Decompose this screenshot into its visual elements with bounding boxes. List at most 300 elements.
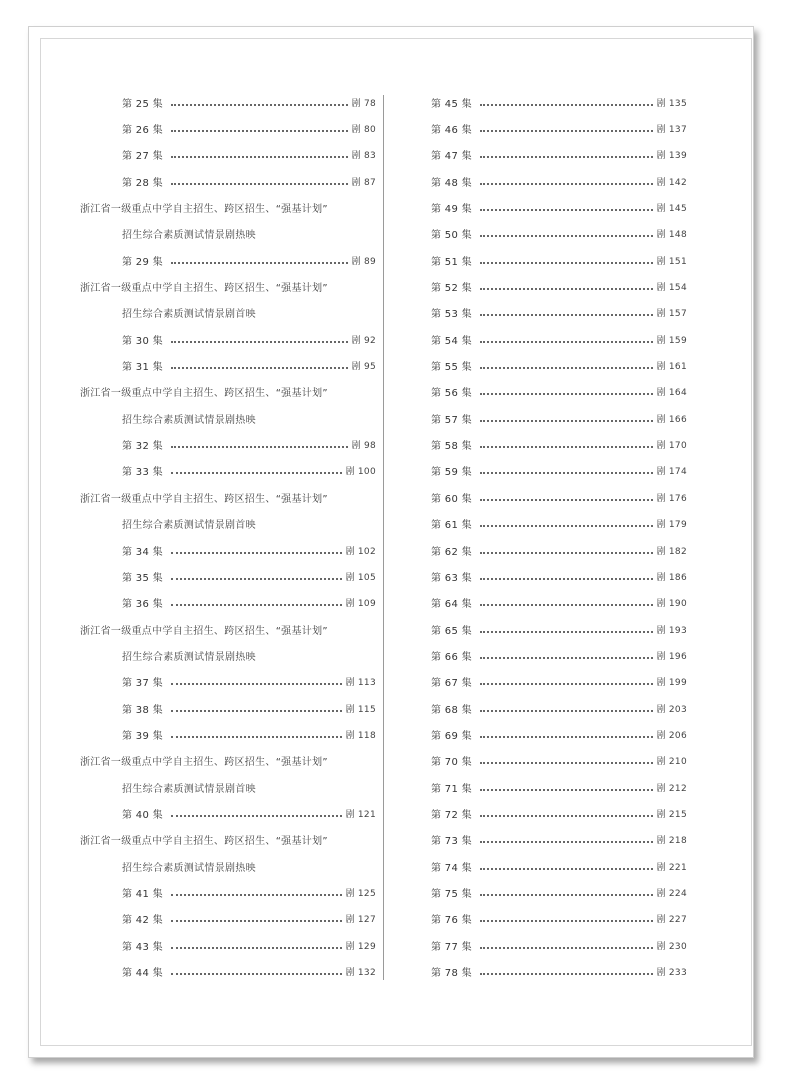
page-prefix: 剧 — [656, 704, 666, 715]
toc-entry — [431, 379, 687, 405]
note-text: 招生综合素质测试情景剧热映 — [122, 414, 256, 426]
toc-note — [80, 221, 376, 247]
page-number: 92 — [363, 335, 376, 346]
page-prefix: 剧 — [656, 125, 666, 136]
episode-label: 第 53 集 — [431, 309, 472, 321]
dot-leader — [480, 814, 653, 817]
toc-entry — [80, 721, 376, 747]
page-prefix: 剧 — [351, 256, 361, 267]
page-prefix: 剧 — [656, 625, 666, 636]
page-reference — [657, 570, 687, 583]
page-reference — [346, 886, 376, 899]
toc-entry — [431, 616, 687, 642]
dot-leader — [480, 893, 653, 896]
page-reference — [657, 280, 687, 293]
episode-label: 第 46 集 — [431, 125, 472, 137]
toc-entry — [431, 326, 687, 352]
page-number: 98 — [363, 441, 376, 452]
episode-label: 第 39 集 — [122, 730, 163, 742]
page-reference — [352, 96, 376, 109]
toc-note — [80, 273, 376, 299]
dot-leader — [171, 814, 342, 817]
dot-leader — [480, 946, 653, 949]
toc-entry — [431, 958, 687, 984]
page-reference — [352, 333, 376, 346]
dot-leader — [480, 471, 653, 474]
page-prefix: 剧 — [345, 915, 355, 926]
dot-leader — [171, 340, 348, 343]
toc-note — [80, 642, 376, 668]
toc-entry — [80, 142, 376, 168]
page-number: 206 — [668, 730, 687, 741]
page-number: 78 — [363, 98, 376, 109]
page-prefix: 剧 — [656, 862, 666, 873]
page-reference — [657, 675, 687, 688]
page-number: 210 — [668, 757, 687, 768]
note-text: 浙江省一级重点中学自主招生、跨区招生、“强基计划” — [80, 625, 328, 637]
toc-entry — [431, 800, 687, 826]
dot-leader — [171, 261, 348, 264]
page-prefix: 剧 — [656, 678, 666, 689]
page-reference — [657, 122, 687, 135]
page-number: 159 — [668, 335, 687, 346]
toc-entry — [431, 405, 687, 431]
page-prefix: 剧 — [345, 599, 355, 610]
dot-leader — [480, 498, 653, 501]
page-reference — [346, 570, 376, 583]
dot-leader — [480, 709, 653, 712]
dot-leader — [480, 445, 653, 448]
page-number: 218 — [668, 836, 687, 847]
page-number: 100 — [357, 467, 376, 478]
note-text: 招生综合素质测试情景剧首映 — [122, 520, 256, 532]
toc-note — [80, 511, 376, 537]
toc-note — [80, 748, 376, 774]
page-prefix: 剧 — [656, 177, 666, 188]
page-reference — [657, 702, 687, 715]
toc-entry — [431, 168, 687, 194]
toc-entry — [80, 958, 376, 984]
page-reference — [657, 912, 687, 925]
page-prefix: 剧 — [351, 441, 361, 452]
page-number: 196 — [668, 651, 687, 662]
toc-entry — [431, 247, 687, 273]
episode-label: 第 52 集 — [431, 283, 472, 295]
toc-note — [80, 827, 376, 853]
page-number: 127 — [357, 915, 376, 926]
page-number: 145 — [668, 204, 687, 215]
dot-leader — [480, 682, 653, 685]
page-prefix: 剧 — [656, 309, 666, 320]
page-number: 135 — [668, 98, 687, 109]
page-reference — [657, 148, 687, 161]
page-number: 203 — [668, 704, 687, 715]
page-prefix: 剧 — [656, 546, 666, 557]
page-reference — [346, 464, 376, 477]
page-number: 125 — [357, 888, 376, 899]
page-prefix: 剧 — [656, 809, 666, 820]
dot-leader — [171, 893, 342, 896]
page-prefix: 剧 — [656, 467, 666, 478]
toc-entry — [80, 590, 376, 616]
toc-entry — [431, 194, 687, 220]
dot-leader — [171, 155, 348, 158]
page-reference — [352, 359, 376, 372]
toc-note — [80, 379, 376, 405]
page-number: 80 — [363, 125, 376, 136]
episode-label: 第 42 集 — [122, 915, 163, 927]
dot-leader — [171, 577, 342, 580]
page-reference — [657, 781, 687, 794]
toc-entry — [80, 247, 376, 273]
dot-leader — [480, 761, 653, 764]
toc-entry — [431, 906, 687, 932]
page-prefix: 剧 — [656, 572, 666, 583]
page-prefix: 剧 — [345, 678, 355, 689]
page-prefix: 剧 — [656, 493, 666, 504]
page-number: 227 — [668, 915, 687, 926]
page-reference — [657, 728, 687, 741]
dot-leader — [171, 735, 342, 738]
toc-entry — [431, 115, 687, 141]
toc-entry — [80, 669, 376, 695]
page-number: 176 — [668, 493, 687, 504]
episode-label: 第 78 集 — [431, 968, 472, 980]
dot-leader — [480, 129, 653, 132]
episode-label: 第 76 集 — [431, 915, 472, 927]
page-prefix: 剧 — [351, 151, 361, 162]
page-number: 154 — [668, 283, 687, 294]
toc-entry — [80, 89, 376, 115]
episode-label: 第 70 集 — [431, 757, 472, 769]
episode-label: 第 25 集 — [122, 98, 163, 110]
page-number: 170 — [668, 441, 687, 452]
page-prefix: 剧 — [656, 362, 666, 373]
page-prefix: 剧 — [656, 783, 666, 794]
dot-leader — [480, 603, 653, 606]
episode-label: 第 75 集 — [431, 888, 472, 900]
page-prefix: 剧 — [351, 98, 361, 109]
page-reference — [657, 412, 687, 425]
page-number: 166 — [668, 414, 687, 425]
page-number: 132 — [357, 968, 376, 979]
page-reference — [657, 385, 687, 398]
page-number: 179 — [668, 520, 687, 531]
episode-label: 第 37 集 — [122, 678, 163, 690]
dot-leader — [480, 103, 653, 106]
page-reference — [657, 464, 687, 477]
page-prefix: 剧 — [345, 467, 355, 478]
page-prefix: 剧 — [656, 836, 666, 847]
page-reference — [657, 596, 687, 609]
page-reference — [352, 254, 376, 267]
page-reference — [657, 359, 687, 372]
episode-label: 第 35 集 — [122, 572, 163, 584]
episode-label: 第 27 集 — [122, 151, 163, 163]
note-text: 浙江省一级重点中学自主招生、跨区招生、“强基计划” — [80, 388, 328, 400]
page-number: 161 — [668, 362, 687, 373]
page-reference — [657, 491, 687, 504]
page-prefix: 剧 — [656, 915, 666, 926]
toc-entry — [431, 511, 687, 537]
episode-label: 第 57 集 — [431, 414, 472, 426]
page-number: 115 — [357, 704, 376, 715]
episode-label: 第 54 集 — [431, 335, 472, 347]
toc-right-column — [431, 89, 687, 985]
page-prefix: 剧 — [656, 888, 666, 899]
episode-label: 第 47 集 — [431, 151, 472, 163]
dot-leader — [171, 129, 348, 132]
episode-label: 第 77 集 — [431, 941, 472, 953]
episode-label: 第 71 集 — [431, 783, 472, 795]
toc-entry — [80, 115, 376, 141]
dot-leader — [480, 208, 653, 211]
page-number: 118 — [357, 730, 376, 741]
page-reference — [657, 306, 687, 319]
note-text: 浙江省一级重点中学自主招生、跨区招生、“强基计划” — [80, 204, 328, 216]
episode-label: 第 74 集 — [431, 862, 472, 874]
note-text: 招生综合素质测试情景剧首映 — [122, 783, 256, 795]
page-prefix: 剧 — [656, 151, 666, 162]
toc-entry — [80, 458, 376, 484]
toc-entry — [431, 642, 687, 668]
page-prefix: 剧 — [345, 546, 355, 557]
dot-leader — [480, 261, 653, 264]
episode-label: 第 32 集 — [122, 441, 163, 453]
page-prefix: 剧 — [656, 520, 666, 531]
page-prefix: 剧 — [656, 968, 666, 979]
toc-note — [80, 405, 376, 431]
page-prefix: 剧 — [345, 809, 355, 820]
toc-left-column — [80, 89, 376, 985]
episode-label: 第 36 集 — [122, 599, 163, 611]
toc-entry — [431, 827, 687, 853]
page-number: 142 — [668, 177, 687, 188]
episode-label: 第 66 集 — [431, 651, 472, 663]
episode-label: 第 48 集 — [431, 177, 472, 189]
episode-label: 第 56 集 — [431, 388, 472, 400]
page-reference — [352, 175, 376, 188]
note-text: 浙江省一级重点中学自主招生、跨区招生、“强基计划” — [80, 283, 328, 295]
episode-label: 第 45 集 — [431, 98, 472, 110]
page-reference — [657, 227, 687, 240]
episode-label: 第 28 集 — [122, 177, 163, 189]
toc-note — [80, 616, 376, 642]
toc-entry — [431, 142, 687, 168]
page-reference — [346, 596, 376, 609]
episode-label: 第 58 集 — [431, 441, 472, 453]
episode-label: 第 59 集 — [431, 467, 472, 479]
dot-leader — [480, 577, 653, 580]
page-reference — [657, 96, 687, 109]
page-number: 224 — [668, 888, 687, 899]
toc-entry — [431, 431, 687, 457]
page-number: 148 — [668, 230, 687, 241]
page-reference — [657, 544, 687, 557]
dot-leader — [480, 287, 653, 290]
dot-leader — [171, 946, 342, 949]
toc-entry — [80, 168, 376, 194]
page-number: 193 — [668, 625, 687, 636]
dot-leader — [480, 735, 653, 738]
page-prefix: 剧 — [351, 362, 361, 373]
episode-label: 第 40 集 — [122, 809, 163, 821]
page-number: 164 — [668, 388, 687, 399]
dot-leader — [171, 603, 342, 606]
note-text: 招生综合素质测试情景剧首映 — [122, 309, 256, 321]
page-number: 221 — [668, 862, 687, 873]
page-number: 157 — [668, 309, 687, 320]
dot-leader — [480, 867, 653, 870]
page-prefix: 剧 — [345, 730, 355, 741]
dot-leader — [171, 445, 348, 448]
toc-entry — [431, 563, 687, 589]
dot-leader — [171, 103, 348, 106]
dot-leader — [480, 366, 653, 369]
page-reference — [657, 833, 687, 846]
note-text: 浙江省一级重点中学自主招生、跨区招生、“强基计划” — [80, 836, 328, 848]
page-reference — [346, 939, 376, 952]
episode-label: 第 73 集 — [431, 836, 472, 848]
page-prefix: 剧 — [656, 599, 666, 610]
episode-label: 第 62 集 — [431, 546, 472, 558]
page-number: 174 — [668, 467, 687, 478]
page-number: 137 — [668, 125, 687, 136]
toc-entry — [80, 906, 376, 932]
toc-entry — [431, 537, 687, 563]
toc-entry — [80, 695, 376, 721]
episode-label: 第 68 集 — [431, 704, 472, 716]
dot-leader — [480, 182, 653, 185]
page-number: 199 — [668, 678, 687, 689]
toc-entry — [80, 563, 376, 589]
toc-note — [80, 774, 376, 800]
dot-leader — [171, 366, 348, 369]
toc-entry — [431, 721, 687, 747]
page-reference — [657, 807, 687, 820]
page-number: 230 — [668, 941, 687, 952]
page-reference — [352, 148, 376, 161]
page-number: 190 — [668, 599, 687, 610]
page-prefix: 剧 — [656, 283, 666, 294]
page-prefix: 剧 — [656, 256, 666, 267]
page-number: 109 — [357, 599, 376, 610]
note-text: 浙江省一级重点中学自主招生、跨区招生、“强基计划” — [80, 493, 328, 505]
page-number: 121 — [357, 809, 376, 820]
toc-entry — [80, 431, 376, 457]
page-reference — [657, 254, 687, 267]
page-reference — [346, 728, 376, 741]
dot-leader — [480, 340, 653, 343]
episode-label: 第 51 集 — [431, 256, 472, 268]
episode-label: 第 65 集 — [431, 625, 472, 637]
toc-entry — [431, 484, 687, 510]
note-text: 招生综合素质测试情景剧热映 — [122, 651, 256, 663]
page-reference — [346, 965, 376, 978]
episode-label: 第 31 集 — [122, 362, 163, 374]
page-number: 151 — [668, 256, 687, 267]
page-number: 87 — [363, 177, 376, 188]
episode-label: 第 61 集 — [431, 520, 472, 532]
dot-leader — [480, 524, 653, 527]
page-number: 182 — [668, 546, 687, 557]
toc-entry — [431, 89, 687, 115]
page-reference — [657, 517, 687, 530]
page-reference — [657, 886, 687, 899]
page-reference — [352, 122, 376, 135]
toc-entry — [80, 352, 376, 378]
page-number: 129 — [357, 941, 376, 952]
page-prefix: 剧 — [345, 572, 355, 583]
page-number: 212 — [668, 783, 687, 794]
page-reference — [657, 438, 687, 451]
page-reference — [657, 333, 687, 346]
page-number: 83 — [363, 151, 376, 162]
dot-leader — [171, 682, 342, 685]
episode-label: 第 38 集 — [122, 704, 163, 716]
page-prefix: 剧 — [656, 414, 666, 425]
toc-entry — [431, 748, 687, 774]
toc-entry — [431, 695, 687, 721]
dot-leader — [171, 471, 342, 474]
page-prefix: 剧 — [345, 888, 355, 899]
page-reference — [657, 623, 687, 636]
dot-leader — [171, 551, 342, 554]
dot-leader — [480, 313, 653, 316]
page-number: 233 — [668, 968, 687, 979]
page-number: 102 — [357, 546, 376, 557]
page-prefix: 剧 — [345, 968, 355, 979]
page-number: 113 — [357, 678, 376, 689]
dot-leader — [480, 972, 653, 975]
toc-note — [80, 853, 376, 879]
episode-label: 第 64 集 — [431, 599, 472, 611]
page-prefix: 剧 — [345, 704, 355, 715]
episode-label: 第 50 集 — [431, 230, 472, 242]
note-text: 招生综合素质测试情景剧热映 — [122, 862, 256, 874]
toc-entry — [431, 879, 687, 905]
page-prefix: 剧 — [656, 757, 666, 768]
page-number: 89 — [363, 256, 376, 267]
note-text: 浙江省一级重点中学自主招生、跨区招生、“强基计划” — [80, 757, 328, 769]
dot-leader — [480, 234, 653, 237]
toc-entry — [431, 458, 687, 484]
toc-note — [80, 484, 376, 510]
toc-entry — [431, 774, 687, 800]
episode-label: 第 55 集 — [431, 362, 472, 374]
dot-leader — [480, 840, 653, 843]
toc-entry — [431, 669, 687, 695]
dot-leader — [171, 182, 348, 185]
dot-leader — [480, 551, 653, 554]
page-prefix: 剧 — [656, 335, 666, 346]
page-reference — [657, 649, 687, 662]
episode-label: 第 60 集 — [431, 493, 472, 505]
toc-entry — [80, 326, 376, 352]
page-reference — [657, 754, 687, 767]
toc-entry — [431, 932, 687, 958]
episode-label: 第 44 集 — [122, 968, 163, 980]
page-reference — [352, 438, 376, 451]
episode-label: 第 33 集 — [122, 467, 163, 479]
episode-label: 第 30 集 — [122, 335, 163, 347]
page-reference — [346, 544, 376, 557]
episode-label: 第 63 集 — [431, 572, 472, 584]
dot-leader — [480, 155, 653, 158]
toc-entry — [80, 800, 376, 826]
page-prefix: 剧 — [351, 335, 361, 346]
dot-leader — [171, 919, 342, 922]
